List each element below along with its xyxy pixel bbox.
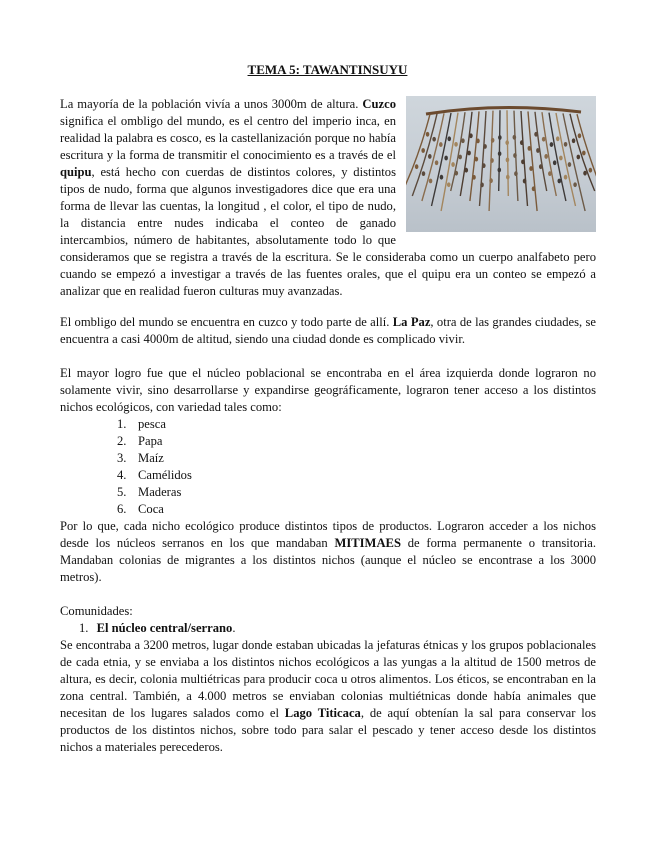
- paragraph-3: El mayor logro fue que el núcleo poblacional se encontraba en el área izquierda donde lograron no solamente vivir, sino desarrollarse y expandirse geográficamente, lograron tener acceso a los distintos nichos ecológicos, con variedad tales como:: [60, 366, 596, 414]
- quipu-knot: [564, 142, 568, 147]
- quipu-knot: [583, 171, 587, 176]
- quipu-knot: [422, 171, 426, 176]
- quipu-cord: [441, 113, 458, 211]
- quipu-knot: [513, 153, 517, 158]
- quipu-knot: [482, 163, 486, 168]
- p5-text-a: Se encontraba a 3200 metros, lugar donde estaban ubicadas la jefaturas étnicas y los grupos poblacionales de cada etnia, y se enviaba a los distintos nichos ecológicos a las yungas a la altitud de 1500 metros de altura, es decir, colonia multiétricas para producir coca u otros alimentos. Los éticos, se encontraban en la zona central. También, a 4.000 metros se enviaban colonias multiétnicas donde había animales que necesitan de los lugares salados como el: [60, 638, 596, 720]
- quipu-knot: [559, 156, 563, 161]
- quipu-knot: [467, 151, 471, 156]
- paragraph-2-block: [60, 314, 596, 348]
- quipu-knot: [476, 139, 480, 144]
- quipu-knot: [553, 160, 557, 165]
- quipu-knot: [458, 155, 462, 160]
- paragraph-5: [60, 637, 596, 756]
- quipu-knot: [475, 157, 479, 162]
- term-mitimaes: MITIMAES: [334, 536, 401, 550]
- quipu-knot: [439, 142, 443, 147]
- quipu-cord: [499, 110, 500, 191]
- term-quipu: quipu: [60, 165, 92, 179]
- quipu-knot: [447, 182, 451, 187]
- term-la-paz: La Paz: [392, 315, 431, 329]
- p1-text-c: , está hecho con cuerdas de distintos colores, y distintos tipos de nudo, forma que algunos investigadores dice que era una forma de llevar las cuentas, la longitud , el color, el tipo de nudo, la distancia entre nudes indicaba el conteo de ganado intercambios, número de habitantes, absolutamente todo lo que consideramos que se registra a través de la escritura. Se le consideraba como un cuerpo analfabeto pero cuando se empezó a investigar a través de las fuentes orales, que el quipu era un conteo se empezó a analizar que en realidad fueron culturas muy avanzadas.: [60, 165, 596, 298]
- quipu-cord: [507, 110, 508, 196]
- quipu-knot: [539, 164, 543, 169]
- quipu-cord: [412, 114, 437, 196]
- quipu-knot: [506, 175, 510, 180]
- quipu-knot: [548, 171, 552, 176]
- quipu-cord: [480, 111, 487, 206]
- list-item: 5. Maderas: [117, 485, 182, 499]
- quipu-knot: [514, 171, 518, 176]
- p2-text-a: El ombligo del mundo se encuentra en cuzco y todo parte de allí.: [60, 315, 393, 329]
- quipu-cord: [542, 112, 556, 196]
- quipu-knot: [440, 175, 444, 180]
- quipu-knot: [426, 132, 430, 137]
- quipu-knot: [577, 155, 581, 160]
- p5-text-b: , de aquí obtenían la sal para conservar los productos de los distintos nichos, sobre todo para salar el pescado y tener acceso desde los distintos nichos a materiales perecederos.: [60, 706, 596, 754]
- quipu-main-cord: [426, 107, 581, 114]
- quipu-knot: [520, 140, 524, 145]
- paragraph-3-block: [60, 365, 596, 586]
- quipu-knot: [528, 146, 532, 151]
- paragraph-1-block: [60, 96, 596, 300]
- quipu-knot: [513, 135, 517, 140]
- quipu-knot: [589, 168, 593, 173]
- quipu-knot: [532, 186, 536, 191]
- niches-list: [60, 416, 596, 518]
- list-item: 4. Camélidos: [117, 468, 192, 482]
- quipu-drawing: [406, 96, 596, 232]
- term-lago-titicaca: Lago Titicaca: [284, 706, 361, 720]
- quipu-knot: [572, 138, 576, 143]
- quipu-knot: [568, 162, 572, 167]
- quipu-knot: [451, 162, 455, 167]
- quipu-knot: [454, 171, 458, 176]
- term-cuzco: Cuzco: [362, 97, 396, 111]
- quipu-knot: [447, 136, 451, 141]
- quipu-knot: [534, 132, 538, 137]
- list-item: 6. Coca: [117, 502, 164, 516]
- quipu-knot: [550, 142, 554, 147]
- quipu-knot: [498, 135, 502, 140]
- quipu-cord: [577, 114, 596, 196]
- quipu-knot: [556, 136, 560, 141]
- quipu-knot: [573, 182, 577, 187]
- quipu-knot: [415, 164, 419, 169]
- quipu-knot: [469, 133, 473, 138]
- quipu-cord: [528, 111, 537, 211]
- quipu-knot: [480, 182, 484, 187]
- quipu-knot: [498, 151, 502, 156]
- quipu-knot: [529, 166, 533, 171]
- quipu-knot: [491, 138, 495, 143]
- p2-text-b: , otra de las grandes ciudades, se encuentra a casi 4000m de altitud, siendo una ciudad donde es complicado vivir.: [60, 315, 596, 346]
- quipu-image: [406, 96, 596, 232]
- paragraph-2: [60, 314, 596, 348]
- quipu-knot: [435, 160, 439, 165]
- page-title: TEMA 5: TAWANTINSUYU: [247, 62, 408, 77]
- quipu-knot: [489, 178, 493, 183]
- quipu-knot: [429, 179, 433, 184]
- quipu-knot: [461, 138, 465, 143]
- quipu-knot: [432, 137, 436, 142]
- paragraph-4: [60, 518, 596, 586]
- quipu-knot: [444, 156, 448, 161]
- p1-text-b: significa el ombligo del mundo, es el centro del imperio inca, en realidad la palabra es cosco, es la castellanización porque no había escritura y la forma de transmitir el conocimiento es a través de el: [60, 114, 396, 162]
- quipu-knot: [490, 158, 494, 163]
- quipu-cord: [470, 111, 479, 201]
- section-1-heading: 1. El núcleo central/serrano.: [79, 621, 236, 635]
- quipu-cord: [521, 111, 528, 206]
- quipu-knot: [578, 133, 582, 138]
- section-1-label: El núcleo central/serrano: [96, 621, 233, 635]
- quipu-knot: [542, 137, 546, 142]
- quipu-knot: [428, 154, 432, 159]
- quipu-cord: [549, 113, 566, 201]
- quipu-knot: [505, 140, 509, 145]
- list-item: 3. Maíz: [117, 451, 164, 465]
- quipu-knot: [472, 175, 476, 180]
- quipu-knot: [521, 159, 525, 164]
- quipu-knot: [536, 148, 540, 153]
- quipu-knot: [557, 179, 561, 184]
- p4-text-a: Por lo que, cada nicho ecológico produce distintos tipos de productos. Lograron acceder a los nichos desde los núcleos serranos en los que mandaban: [60, 519, 596, 550]
- quipu-knot: [582, 151, 586, 156]
- quipu-knot: [464, 168, 468, 173]
- quipu-knot: [483, 144, 487, 149]
- communities-heading: Comunidades:: [60, 604, 133, 618]
- quipu-knot: [544, 154, 548, 159]
- communities-block: [60, 603, 596, 756]
- quipu-knot: [523, 179, 527, 184]
- list-item: 1. pesca: [117, 417, 166, 431]
- p1-text-a: La mayoría de la población vivía a unos 3000m de altura.: [60, 97, 363, 111]
- quipu-knot: [497, 168, 501, 173]
- quipu-knot: [454, 142, 458, 147]
- list-item: 2. Papa: [117, 434, 163, 448]
- quipu-knot: [421, 148, 425, 153]
- p4-text-b: de forma permanente o transitoria. Mandaban colonias de migrantes a los distintos nichos (aunque el núcleo se encontrase a los 3000 metros).: [60, 536, 596, 584]
- quipu-knot: [506, 157, 510, 162]
- quipu-knot: [564, 175, 568, 180]
